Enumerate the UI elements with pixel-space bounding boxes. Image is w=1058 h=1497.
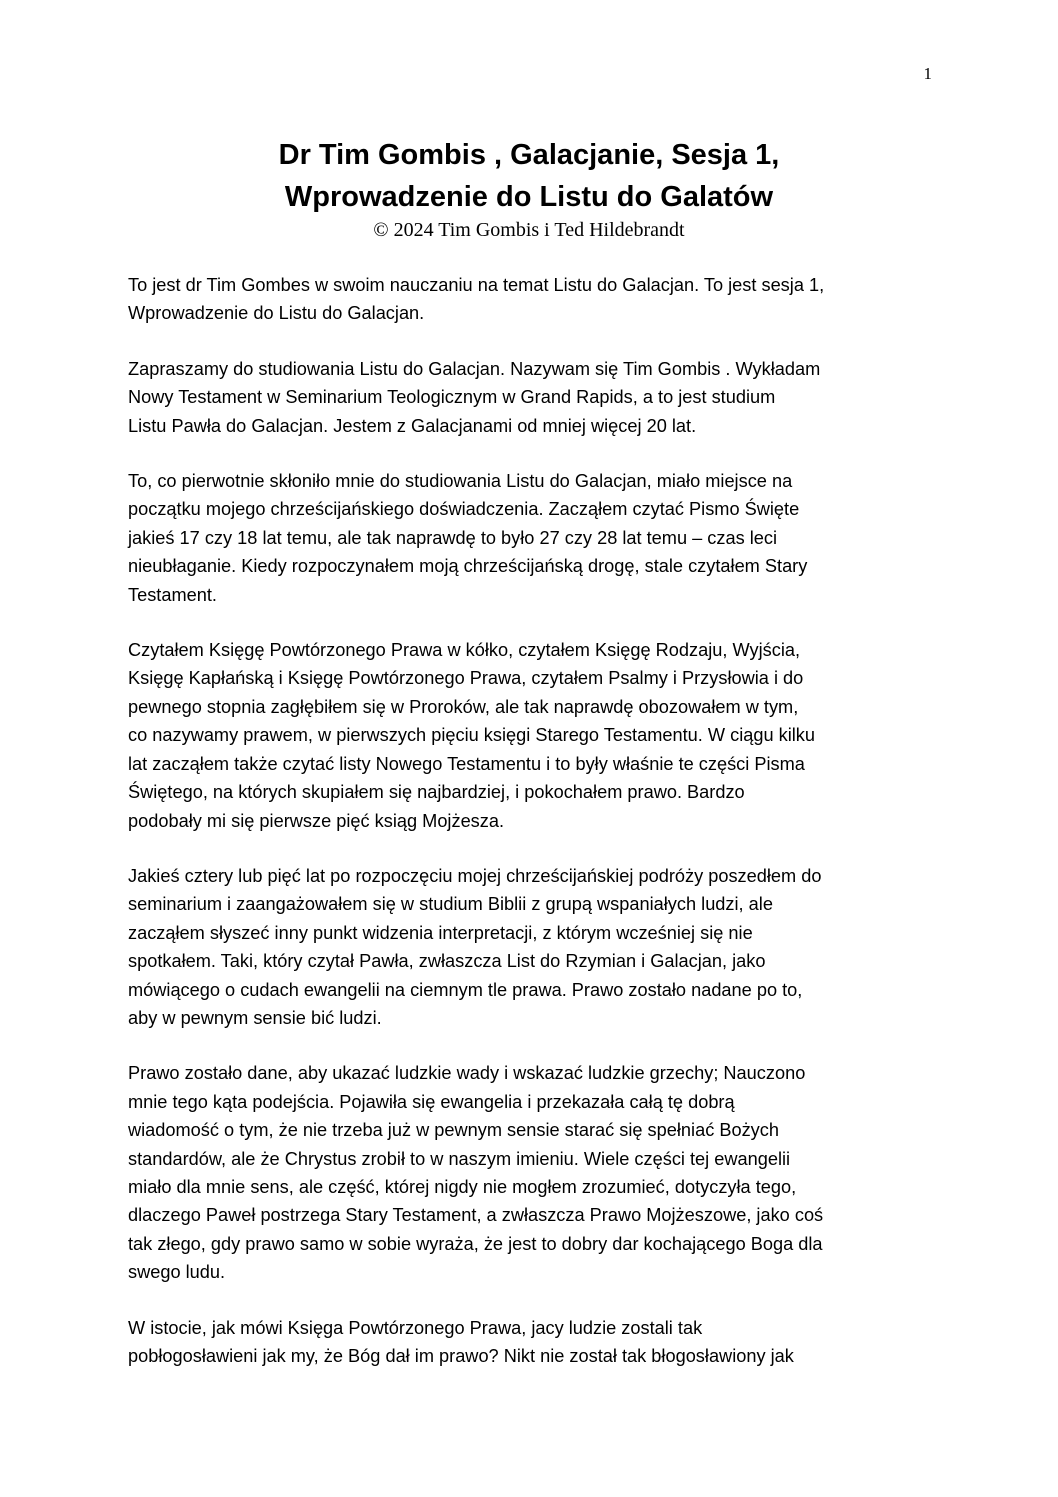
paragraph-line: miało dla mnie sens, ale część, której nigdy nie mogłem zrozumieć, dotyczyła tego,	[128, 1176, 797, 1197]
paragraph-line: tak złego, gdy prawo samo w sobie wyraża, że jest to dobry dar kochającego Boga dla	[128, 1233, 823, 1254]
paragraph-line: W istocie, jak mówi Księga Powtórzonego Prawa, jacy ludzie zostali tak	[128, 1317, 703, 1338]
paragraph-line: Jakieś cztery lub pięć lat po rozpoczęciu mojej chrześcijańskiej podróży poszedłem do	[128, 865, 822, 886]
paragraph-line: mnie tego kąta podejścia. Pojawiła się ewangelia i przekazała całą tę dobrą	[128, 1091, 735, 1112]
paragraph	[128, 355, 934, 440]
copyright-notice: © 2024 Tim Gombis i Ted Hildebrandt	[373, 219, 685, 241]
paragraph	[128, 1059, 934, 1286]
paragraph-line: swego ludu.	[128, 1262, 226, 1283]
paragraph-line: Księgę Kapłańską i Księgę Powtórzonego Prawa, czytałem Psalmy i Przysłowia i do	[128, 668, 804, 689]
paragraph-line: mówiącego o cudach ewangelii na ciemnym tle prawa. Prawo zostało nadane po to,	[128, 979, 803, 1000]
paragraph-line: zacząłem słyszeć inny punkt widzenia interpretacji, z którym wcześniej się nie	[128, 922, 753, 943]
paragraph	[128, 467, 934, 609]
paragraph-line: spotkałem. Taki, który czytał Pawła, zwłaszcza List do Rzymian i Galacjan, jako	[128, 951, 766, 972]
document-header	[0, 134, 1058, 242]
paragraph-line: pobłogosławieni jak my, że Bóg dał im prawo? Nikt nie został tak błogosławiony jak	[128, 1346, 794, 1366]
paragraph-line: Listu Pawła do Galacjan. Jestem z Galacjanami od mniej więcej 20 lat.	[128, 415, 697, 436]
paragraph-line: Zapraszamy do studiowania Listu do Galacjan. Nazywam się Tim Gombis . Wykładam	[128, 358, 821, 379]
document-title-line-1: Dr Tim Gombis , Galacjanie, Sesja 1,	[278, 139, 780, 171]
paragraph-line: Wprowadzenie do Listu do Galacjan.	[128, 303, 425, 324]
paragraph-line: standardów, ale że Chrystus zrobił to w naszym imieniu. Wiele części tej ewangelii	[128, 1148, 791, 1169]
paragraph-line: Czytałem Księgę Powtórzonego Prawa w kółko, czytałem Księgę Rodzaju, Wyjścia,	[128, 640, 801, 661]
paragraph	[128, 636, 934, 835]
page-number: 1	[923, 64, 932, 83]
paragraph-line: wiadomość o tym, że nie trzeba już w pewnym sensie starać się spełniać Bożych	[128, 1120, 779, 1141]
paragraph	[128, 271, 934, 328]
paragraph-line: co nazywamy prawem, w pierwszych pięciu księgi Starego Testamentu. W ciągu kilku	[128, 725, 816, 746]
paragraph-line: Prawo zostało dane, aby ukazać ludzkie wady i wskazać ludzkie grzechy; Nauczono	[128, 1063, 806, 1084]
paragraph-line: To jest dr Tim Gombes w swoim nauczaniu na temat Listu do Galacjan. To jest sesja 1,	[128, 275, 825, 295]
paragraph-line: lat zacząłem także czytać listy Nowego Testamentu i to były właśnie te części Pisma	[128, 753, 805, 774]
paragraph-line: Świętego, na których skupiałem się najbardziej, i pokochałem prawo. Bardzo	[128, 782, 745, 803]
paragraph-line: pewnego stopnia zagłębiłem się w Proroków, ale tak naprawdę obozowałem w tym,	[128, 696, 799, 717]
paragraph-line: nieubłaganie. Kiedy rozpoczynałem moją chrześcijańską drogę, stale czytałem Stary	[128, 556, 808, 577]
document-title-line-2: Wprowadzenie do Listu do Galatów	[284, 181, 774, 213]
paragraph-line: To, co pierwotnie skłoniło mnie do studiowania Listu do Galacjan, miało miejsce na	[128, 471, 793, 492]
paragraph-line: podobały mi się pierwsze pięć ksiąg Mojżesza.	[128, 810, 505, 831]
paragraph-line: Nowy Testament w Seminarium Teologicznym w Grand Rapids, a to jest studium	[128, 387, 776, 408]
document-body	[128, 271, 934, 1397]
paragraph-line: aby w pewnym sensie bić ludzi.	[128, 1007, 382, 1028]
paragraph	[128, 1314, 934, 1371]
paragraph-line: seminarium i zaangażowałem się w studium Biblii z grupą wspaniałych ludzi, ale	[128, 894, 773, 915]
paragraph-line: początku mojego chrześcijańskiego doświadczenia. Zacząłem czytać Pismo Święte	[128, 499, 800, 520]
paragraph	[128, 862, 934, 1032]
paragraph-line: jakieś 17 czy 18 lat temu, ale tak naprawdę to było 27 czy 28 lat temu – czas leci	[128, 527, 778, 548]
paragraph-line: Testament.	[128, 584, 217, 605]
paragraph-line: dlaczego Paweł postrzega Stary Testament, a zwłaszcza Prawo Mojżeszowe, jako coś	[128, 1205, 824, 1226]
